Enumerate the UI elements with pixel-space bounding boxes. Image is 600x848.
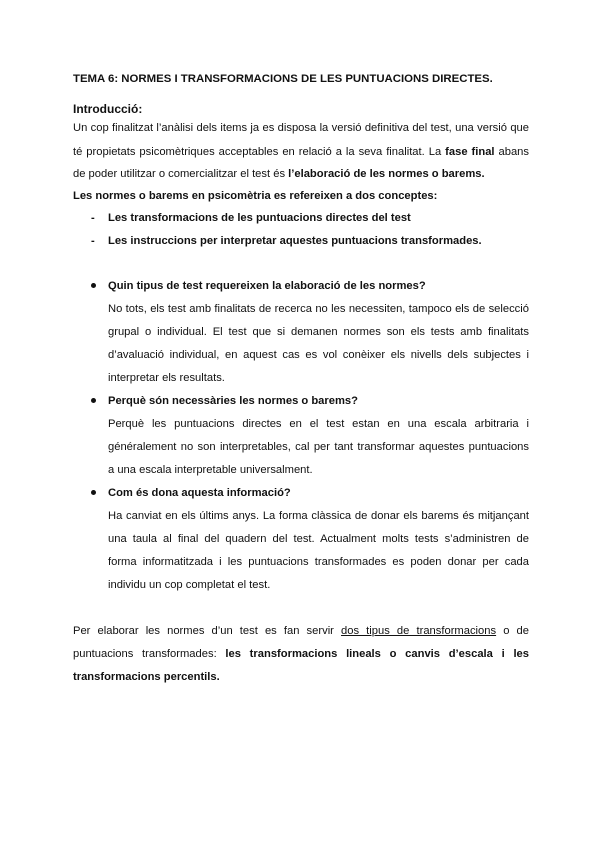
- intro-paragraph-line: Un cop finalitzat l’anàlisi dels items ja es disposa la versió definitiva del test, una versió que: [73, 122, 529, 134]
- answer-line: una taula al final del quadern del test. Actualment molts tests s’administren de: [108, 533, 529, 545]
- answer-line: individu un cop completat el test.: [108, 579, 271, 591]
- intro-text: de poder utilitzar o comercialitzar el test és: [73, 168, 289, 180]
- answer-line: No tots, els test amb finalitats de recerca no les necessiten, tampoco els de selecció: [108, 303, 529, 315]
- page-title: TEMA 6: NORMES I TRANSFORMACIONS DE LES PUNTUACIONS DIRECTES.: [73, 73, 493, 85]
- bullet-icon: [91, 398, 96, 403]
- intro-concepts-lead: Les normes o barems en psicomètria es refereixen a dos conceptes:: [73, 190, 438, 202]
- intro-text: té propietats psicomètriques acceptables en relació a la seva finalitat. La: [73, 146, 446, 158]
- closing-text: puntuacions transformades:: [73, 648, 226, 660]
- closing-underlined: dos tipus de transformacions: [341, 625, 497, 637]
- closing-paragraph-line: [73, 624, 529, 638]
- intro-paragraph-line: [73, 145, 529, 159]
- answer-line: Perquè les puntuacions directes en el test estan en una escala arbitraria i: [108, 418, 529, 430]
- answer-line: d’avaluació individual, en aquest cas es vol conèixer els nivells dels subjectes i: [108, 349, 529, 361]
- bullet-icon: [91, 490, 96, 495]
- intro-heading: Introducció:: [73, 102, 143, 116]
- answer-line: forma informatitzada i les puntuacions transformades es poden donar per cada: [108, 556, 529, 568]
- dash-list-item: Les transformacions de les puntuacions directes del test: [108, 212, 411, 224]
- answer-line: généralement no son interpretables, cal per tant transformar aquestes puntuacions: [108, 441, 529, 453]
- intro-emphasis: l’elaboració de les normes o barems.: [288, 168, 485, 180]
- intro-emphasis: fase final: [445, 146, 495, 158]
- closing-text: o de: [496, 625, 529, 637]
- answer-line: interpretar els resultats.: [108, 372, 225, 384]
- dash-marker: -: [91, 235, 95, 247]
- answer-line: Ha canviat en els últims anys. La forma clàssica de donar els barems és mitjançant: [108, 510, 529, 522]
- question-heading: Com és dona aquesta informació?: [108, 487, 291, 499]
- answer-line: grupal o individual. El test que si demanen normes son els tests amb finalitats: [108, 326, 529, 338]
- intro-paragraph-line: [73, 167, 485, 181]
- question-heading: Quin tipus de test requereixen la elaboració de les normes?: [108, 280, 426, 292]
- closing-paragraph-line: [73, 647, 529, 661]
- closing-paragraph-line: transformacions percentils.: [73, 671, 220, 683]
- closing-emphasis: les transformacions lineals o canvis d’escala i les: [225, 648, 529, 660]
- dash-marker: -: [91, 212, 95, 224]
- question-heading: Perquè són necessàries les normes o barems?: [108, 395, 358, 407]
- dash-list-item: Les instruccions per interpretar aquestes puntuacions transformades.: [108, 235, 482, 247]
- bullet-icon: [91, 283, 96, 288]
- answer-line: a una escala interpretable universalment.: [108, 464, 313, 476]
- closing-text: Per elaborar les normes d’un test es fan servir: [73, 625, 342, 637]
- intro-text: abans: [494, 146, 529, 158]
